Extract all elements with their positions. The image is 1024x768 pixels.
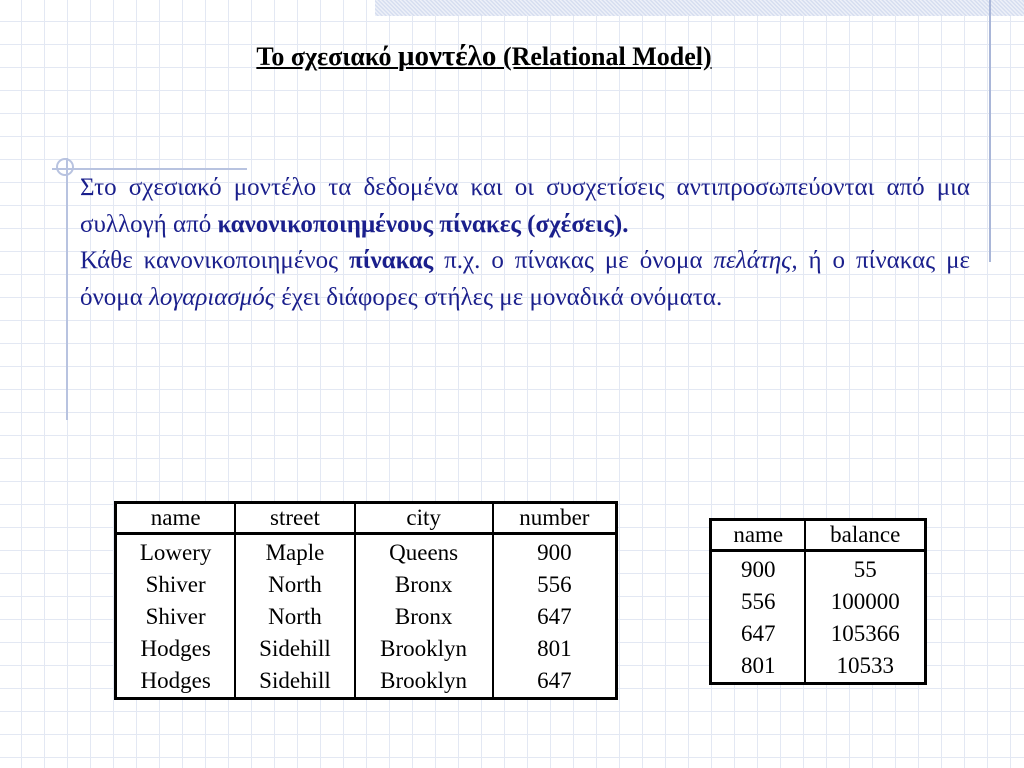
customer-table [114, 501, 618, 700]
table-row [711, 586, 926, 618]
table-cell: Brooklyn [355, 665, 493, 699]
table-cell: Sidehill [235, 665, 354, 699]
table-row [116, 633, 617, 665]
customer-header-street: street [235, 503, 354, 534]
account-header-name: name [711, 520, 806, 551]
paragraph-2-bold: πίνακας [349, 247, 434, 274]
slide-title [0, 40, 968, 73]
table-cell: 647 [537, 668, 572, 693]
table-cell: Hodges [116, 665, 236, 699]
table-cell: Lowery [116, 534, 236, 570]
paragraph-2-italic-2: λογαριασμός [149, 283, 275, 311]
customer-table-header-row [116, 503, 617, 534]
table-row [711, 618, 926, 650]
paragraph-1-text: Στο σχεσιακό μοντέλο τα δεδομένα και οι συσχετίσεις αντιπροσωπεύονται από μια συλλογή από [80, 174, 970, 238]
title-emphasis: μοντέλο [398, 40, 497, 72]
table-cell: Shiver [116, 601, 236, 633]
table-cell: Brooklyn [355, 633, 493, 665]
table-cell: Hodges [116, 633, 236, 665]
title-prefix: Το σχεσιακό [256, 42, 399, 71]
table-row [116, 601, 617, 633]
slide-body [80, 170, 970, 316]
customer-header-name: name [116, 503, 236, 534]
paragraph-2-text-1: Κάθε κανονικοποιημένος [80, 247, 349, 274]
table-cell: Bronx [355, 569, 493, 601]
customer-header-city: city [355, 503, 493, 534]
table-cell: Shiver [116, 569, 236, 601]
paragraph-2-text-3: ή ο πίνακας με όνομα [80, 247, 970, 311]
table-cell: 647 [711, 618, 806, 650]
table-cell: 900 [537, 540, 572, 565]
table-cell: 556 [711, 586, 806, 618]
paragraph-1-bold: κανονικοποιημένους πίνακες (σχέσεις). [217, 210, 629, 238]
table-row [116, 569, 617, 601]
table-cell: 556 [537, 572, 572, 597]
title-suffix: (Relational Model) [496, 42, 712, 71]
slide-title-text [256, 42, 711, 71]
table-cell: Sidehill [235, 633, 354, 665]
table-row [711, 551, 926, 587]
paragraph-2-text-4: έχει διάφορες στήλες με μοναδικά ονόματα. [274, 283, 723, 311]
table-cell: Bronx [355, 601, 493, 633]
table-cell: Queens [355, 534, 493, 570]
account-header-balance: balance [805, 520, 925, 551]
account-table-header-row [711, 520, 926, 551]
decorative-right-line [989, 0, 991, 262]
account-table [709, 518, 927, 685]
table-cell: 801 [537, 636, 572, 661]
table-cell: 100000 [830, 589, 900, 614]
paragraph-1 [80, 170, 970, 243]
customer-header-number: number [493, 503, 617, 534]
decorative-top-bar [375, 0, 1024, 16]
table-cell: 10533 [836, 653, 894, 678]
decorative-circle-icon [56, 158, 74, 176]
decorative-left-line [66, 158, 68, 420]
paragraph-2 [80, 243, 970, 316]
table-row [711, 650, 926, 684]
table-cell: 900 [711, 551, 806, 587]
table-cell: 801 [711, 650, 806, 684]
table-row [116, 534, 617, 570]
table-row [116, 665, 617, 699]
table-cell: Maple [235, 534, 354, 570]
table-cell: North [235, 569, 354, 601]
table-cell: 647 [537, 604, 572, 629]
table-cell: 55 [853, 557, 877, 582]
table-cell: 105366 [830, 621, 900, 646]
paragraph-2-italic-1: πελάτης, [713, 247, 798, 274]
paragraph-2-text-2: π.χ. ο πίνακας με όνομα [433, 247, 714, 274]
table-cell: North [235, 601, 354, 633]
